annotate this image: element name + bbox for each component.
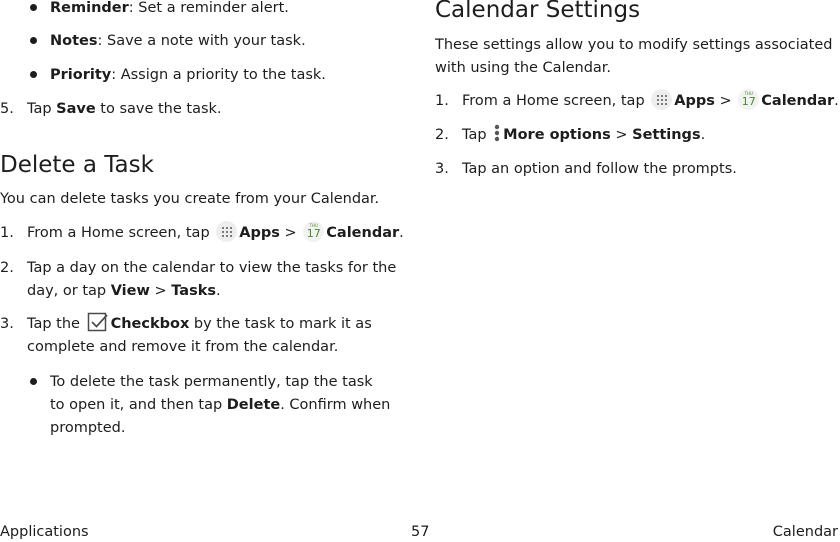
calendar-icon: THU 17	[303, 221, 324, 242]
bullet-dot	[30, 378, 37, 385]
apps-icon	[216, 221, 237, 242]
bullet-dot	[30, 37, 37, 44]
more-options-icon	[493, 123, 501, 143]
footer-section: Applications	[0, 524, 89, 540]
section-heading-delete: Delete a Task	[0, 152, 154, 178]
term-reminder: Reminder	[50, 0, 129, 16]
calendar-icon: THU 17	[738, 89, 759, 110]
section-heading-settings: Calendar Settings	[435, 0, 641, 23]
term-priority: Priority	[50, 67, 112, 83]
footer-chapter: Calendar	[772, 524, 838, 540]
page-number: 57	[411, 524, 430, 540]
bullet-dot	[30, 4, 37, 11]
settings-intro: These settings allow you to modify settings associated with using the Calendar.	[435, 37, 833, 76]
apps-icon	[651, 89, 672, 110]
bullet-dot	[30, 71, 37, 78]
checkbox-icon	[87, 311, 109, 333]
delete-intro: You can delete tasks you create from your Calendar.	[0, 191, 380, 207]
term-notes: Notes	[50, 33, 98, 49]
